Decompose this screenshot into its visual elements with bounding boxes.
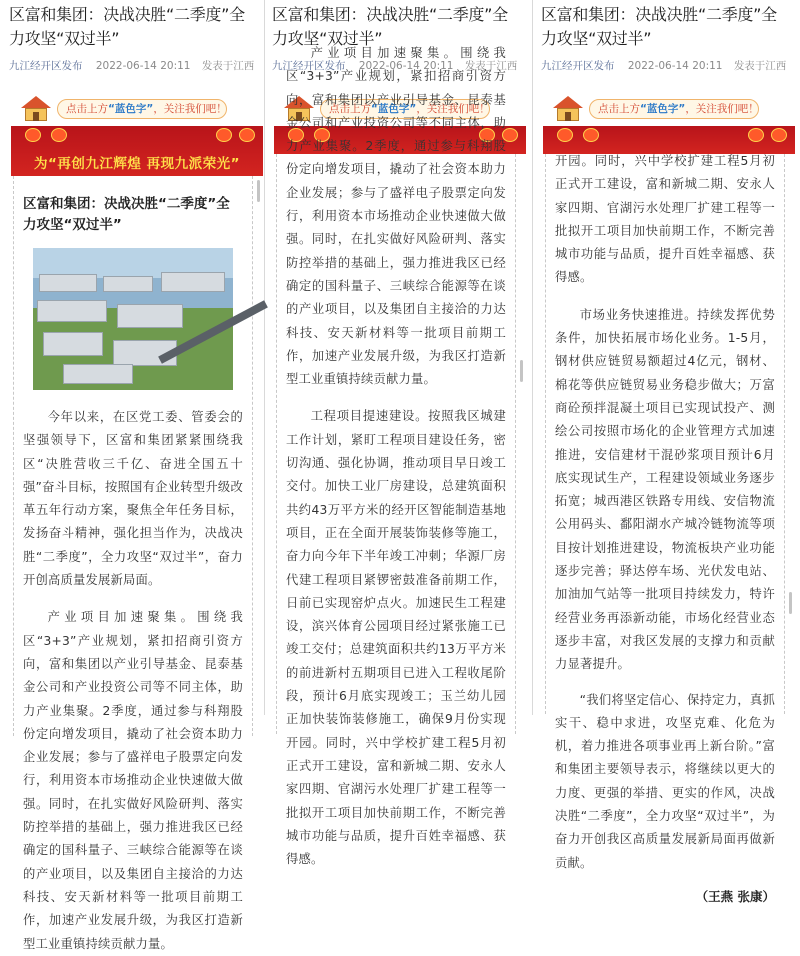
- house-icon: [553, 96, 583, 122]
- follow-link[interactable]: “蓝色字”: [640, 103, 686, 115]
- author-credit: （王燕 张康）: [695, 888, 775, 904]
- follow-prompt[interactable]: [589, 99, 759, 119]
- publish-time: 2022-06-14 20:11: [358, 60, 454, 72]
- publish-location: 发表于江西: [201, 60, 255, 72]
- paragraph-closing: “我们将坚定信心、保持定力，真抓实干、稳中求进，攻坚克难、化危为机，着力推进各项事业再上新台阶。”富和集团主要领导表示，将继续以更大的力度、更强的举措、更实的作风，决战决胜“二季度”，全力攻坚“双过半”，为奋力开创我区高质量发展新局面再做新贡献。: [555, 692, 775, 870]
- publish-time: 2022-06-14 20:11: [95, 60, 191, 72]
- follow-suffix: ，关注我们吧！: [416, 103, 490, 115]
- lantern-decoration: [543, 126, 795, 144]
- screenshot-panel-2: [268, 0, 526, 867]
- article-title: 区富和集团：决战决胜“二季度”全力攻坚“双过半”: [541, 5, 777, 48]
- follow-link[interactable]: “蓝色字”: [371, 103, 417, 115]
- follow-banner[interactable]: [5, 95, 263, 123]
- article-content: [545, 154, 785, 904]
- publish-time: 2022-06-14 20:11: [627, 60, 723, 72]
- follow-prompt[interactable]: [57, 99, 227, 119]
- publish-location: 发表于江西: [464, 60, 518, 72]
- paragraph-industry: 产业项目加速聚集。围绕我区“3+3”产业规划，紧扣招商引资方向，富和集团以产业引导基金、昆泰基金公司和产业投资公司等不同主体，助力产业集聚。2季度，通过参与科翔股份定向增发项目，撬动了社会资本助力企业发展；参与了盛祥电子股票定向发行，利用资本市场推动企业快速做大做强。同时，在扎实做好风险研判、落实防控举措的基础上，强力推进我区已经确定的国科量子、三峡综合能源等在谈的产业项目，以及集团自主接洽的力达科技、安天新材料等一批项目前期工作，加速产业发展升级，为我区打造新型工业重镇持续贡献力量。: [286, 46, 506, 387]
- article-title: 区富和集团：决战决胜“二季度”全力攻坚“双过半”: [9, 5, 245, 48]
- lantern-decoration: [11, 126, 263, 144]
- paragraph-projects: 工程项目提速建设。按照我区城建工作计划，紧盯工程项目建设任务，密切沟通、强化协调，推动项目早日竣工交付。加快工业厂房建设，总建筑面积共约43万平方米的经开区智能制造基地项目，正在全面开展装饰装修等施工，奋力向今年下半年竣工冲刺；华源厂房代建工程项目紧锣密鼓准备前期工作，日前已实现窑炉点火。加速民生工程建设，滨兴体育公园项目经过紧张施工已竣工交付；总建筑面积共约13万平方米的前进新村五期项目已进入工程收尾阶段，预计6月底实现竣工；玉兰幼儿园正加快装饰装修施工，确保9月份实现开园。同时，兴中学校扩建工程5月初正式开工建设，富和新城二期、安永人家四期、官湖污水处理厂扩建工程等一批拟开工项目加快前期工作，不断完善城市功能与品质，提升百姓幸福感、获得感。: [286, 409, 506, 867]
- aerial-photo[interactable]: [33, 248, 233, 390]
- follow-prefix: 点击上方: [329, 103, 371, 115]
- publisher-link[interactable]: 九江经开区发布: [541, 60, 615, 72]
- paragraph-projects-end: 开园。同时，兴中学校扩建工程5月初正式开工建设，富和新城二期、安永人家四期、官湖污水处理厂扩建工程等一批拟开工项目加快前期工作，不断完善城市功能与品质，提升百姓幸福感、获得感。: [555, 154, 775, 285]
- screenshot-panel-3: [537, 0, 795, 904]
- paragraph-intro: 今年以来，在区党工委、管委会的坚强领导下，区富和集团紧紧围绕我区“决胜营收三千亿、奋进全国五十强”奋斗目标，按照国有企业转型升级改革五年行动方案，聚焦全年任务目标，发扬奋斗精神，强化担当作为，决战决胜“二季度”，全力攻坚“双过半”，奋力开创高质量发展新局面。: [23, 410, 243, 588]
- follow-suffix: ，关注我们吧！: [153, 103, 227, 115]
- paragraph-industry: 产业项目加速聚集。围绕我区“3+3”产业规划，紧扣招商引资方向，富和集团以产业引导基金、昆泰基金公司和产业投资公司等不同主体，助力产业集聚。2季度，通过参与科翔股份定向增发项目，撬动了社会资本助力企业发展；参与了盛祥电子股票定向发行，利用资本市场推动企业快速做大做强。同时，在扎实做好风险研判、落实防控举措的基础上，强力推进我区已经确定的国科量子、三峡综合能源等在谈的产业项目，以及集团自主接洽的力达科技、安天新材料等一批项目前期工作，加速产业发展升级，为我区打造新型工业重镇持续贡献力量。: [23, 610, 243, 951]
- follow-link[interactable]: “蓝色字”: [108, 103, 154, 115]
- follow-prefix: 点击上方: [66, 103, 108, 115]
- slogan-banner: [11, 126, 263, 176]
- article-content: [13, 176, 253, 951]
- article-title: 区富和集团：决战决胜“二季度”全力攻坚“双过半”: [272, 5, 508, 48]
- slogan-text: 为“再创九江辉煌 再现九派荣光”: [34, 156, 240, 172]
- follow-banner[interactable]: [537, 95, 795, 123]
- screenshot-panel-1: [5, 0, 263, 951]
- house-icon: [21, 96, 51, 122]
- article-headline: 区富和集团：决战决胜“二季度”全力攻坚“双过半”: [23, 196, 230, 233]
- follow-suffix: ，关注我们吧！: [685, 103, 759, 115]
- paragraph-market: 市场业务快速推进。持续发挥优势条件，加快拓展市场化业务。1-5月，钢材供应链贸易额超过4亿元，钢材、棉花等供应链贸易业务稳步做大；万富商砼预拌混凝土项目已实现试投产、测绘公司按照市场化的企业管理方式加速推进，安信建材干混砂浆项目预计6月底实现试生产，工程建设领域业务逐步拓宽；城西港区铁路专用线、安信物流公用码头、鄱阳湖水产城冷链物流等项目按计划推进建设，物流板块产业功能逐步完善；驿达停车场、光伏发电站、加油加气站等一批项目持续发力，特许经营业务再添新动能，市场化经营业态逐步丰富，对我区发展的支撑力和贡献力显著提升。: [555, 307, 775, 672]
- article-meta: [5, 52, 263, 76]
- follow-prefix: 点击上方: [598, 103, 640, 115]
- publisher-link[interactable]: 九江经开区发布: [9, 60, 83, 72]
- publisher-link[interactable]: 九江经开区发布: [272, 60, 346, 72]
- article-meta: [537, 52, 795, 76]
- publish-location: 发表于江西: [733, 60, 787, 72]
